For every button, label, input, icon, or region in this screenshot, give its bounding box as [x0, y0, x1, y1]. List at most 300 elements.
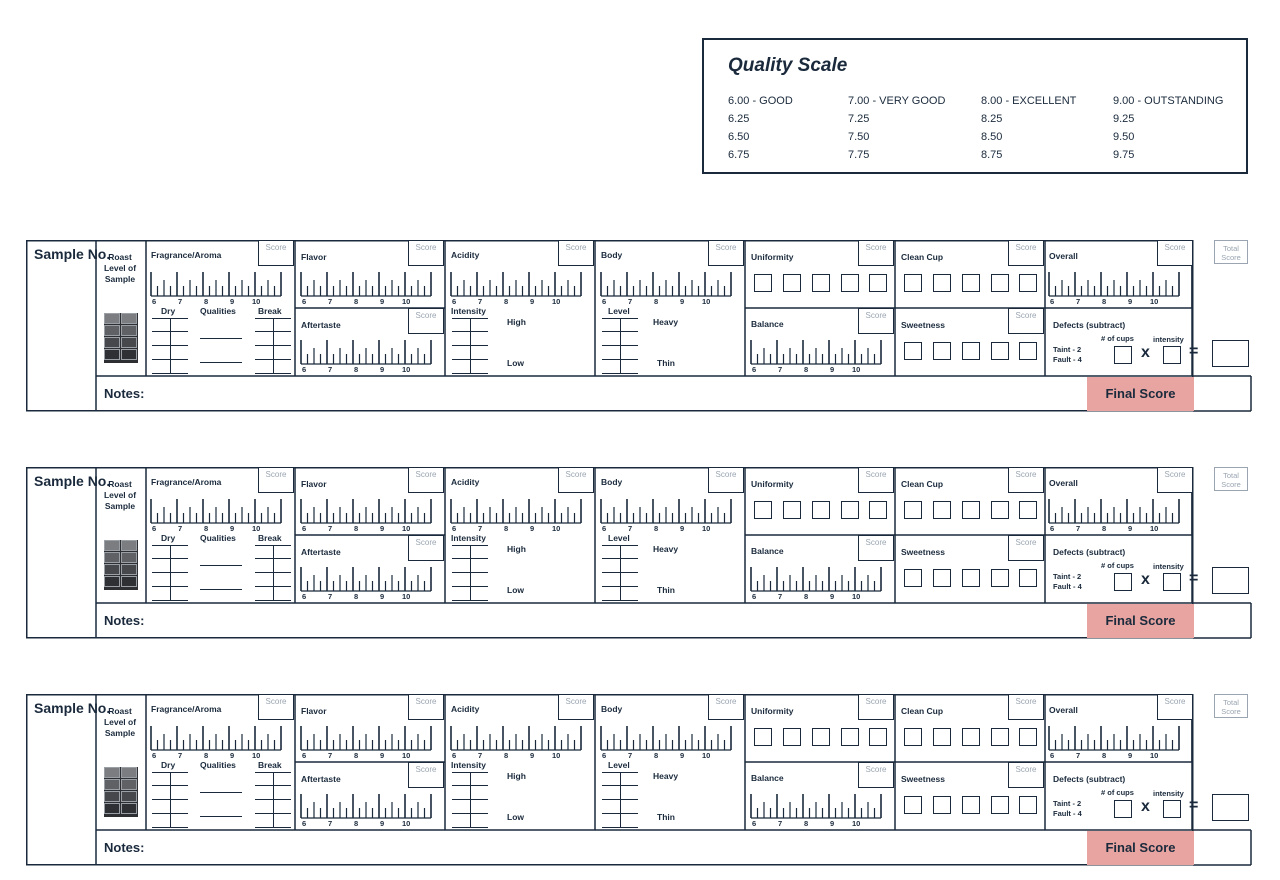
aftertaste-label: Aftertaste: [301, 774, 341, 784]
scale-tick-label: 6: [1050, 751, 1055, 760]
clean-cup-checkbox[interactable]: [1019, 501, 1037, 519]
scale-tick-label: 6: [752, 592, 757, 601]
qualities-line[interactable]: [200, 565, 242, 566]
scale-value: 9.50: [1113, 131, 1135, 143]
tick-scale-graphic: [297, 724, 437, 762]
aftertaste-score-box[interactable]: Score: [408, 535, 444, 561]
scale-tick-label: 6: [302, 751, 307, 760]
scale-line: [152, 586, 188, 587]
scale-tick-label: 10: [1150, 751, 1159, 760]
scale-tick-label: 9: [380, 592, 385, 601]
scale-tick-label: 6: [302, 524, 307, 533]
high-label: High: [507, 317, 526, 327]
scale-line: [602, 545, 638, 546]
sweetness-cup-checkbox[interactable]: [933, 796, 951, 814]
scale-tick-label: 8: [504, 297, 509, 306]
scale-line: [152, 785, 188, 786]
scale-value: 6.50: [728, 131, 750, 143]
high-label: High: [507, 771, 526, 781]
acidity-label: Acidity: [451, 704, 480, 714]
sweetness-cup-checkbox[interactable]: [1019, 569, 1037, 587]
scale-tick-label: 8: [354, 751, 359, 760]
sample-form: [26, 240, 1252, 412]
scale-tick-label: 6: [152, 297, 157, 306]
taint-label: Taint - 2: [1053, 799, 1082, 808]
clean-cup-checkbox[interactable]: [991, 501, 1009, 519]
scale-tick-label: 9: [1128, 751, 1133, 760]
scale-value: 7.75: [848, 149, 870, 161]
uniformity-cup-checkbox[interactable]: [783, 501, 801, 519]
fragrance-score-box[interactable]: Score: [258, 694, 294, 720]
sweetness-cup-checkbox[interactable]: [962, 569, 980, 587]
sweetness-cup-checkbox[interactable]: [962, 342, 980, 360]
scale-tick-label: 9: [530, 751, 535, 760]
sweetness-cup-checkbox[interactable]: [1019, 796, 1037, 814]
overall-label: Overall: [1049, 478, 1078, 488]
defect-total-input[interactable]: [1212, 794, 1249, 821]
uniformity-score-box[interactable]: Score: [858, 467, 894, 493]
clean-cup-checkbox[interactable]: [904, 728, 922, 746]
scale-tick-label: 7: [178, 751, 183, 760]
defect-cups-input[interactable]: [1114, 800, 1132, 818]
defect-intensity-input[interactable]: [1163, 346, 1181, 364]
scale-tick-label: 8: [654, 751, 659, 760]
defect-total-input[interactable]: [1212, 567, 1249, 594]
sweetness-cup-checkbox[interactable]: [933, 569, 951, 587]
tick-scale-graphic: [297, 565, 437, 603]
sweetness-cup-checkbox[interactable]: [904, 796, 922, 814]
quality-scale-column: [1113, 92, 1223, 164]
scale-tick-label: 9: [230, 297, 235, 306]
dry-scale[interactable]: [152, 545, 188, 601]
fragrance-score-box[interactable]: Score: [258, 240, 294, 266]
scale-tick-label: 7: [178, 297, 183, 306]
roast-swatch-cell: [121, 540, 137, 551]
scale-tick-label: 9: [380, 297, 385, 306]
qualities-label: Qualities: [200, 760, 236, 770]
fragrance-label: Fragrance/Aroma: [151, 250, 222, 260]
scale-line: [255, 586, 291, 587]
body-level-scale[interactable]: [602, 772, 638, 828]
roast-swatch-cell: [104, 349, 120, 360]
roast-swatch-cell: [104, 791, 120, 802]
scale-tick-label: 9: [380, 751, 385, 760]
scale-line: [152, 813, 188, 814]
roast-swatch-cell: [104, 325, 120, 336]
defect-total-input[interactable]: [1212, 340, 1249, 367]
clean-cup-checkbox[interactable]: [904, 501, 922, 519]
clean-cup-checkbox[interactable]: [904, 274, 922, 292]
quality-scale-column: [981, 92, 1076, 164]
defect-intensity-input[interactable]: [1163, 800, 1181, 818]
scale-tick-label: 9: [530, 524, 535, 533]
scale-line: [152, 558, 188, 559]
scale-tick-label: 8: [204, 297, 209, 306]
scale-tick-label: 8: [654, 297, 659, 306]
clean-cup-checkbox[interactable]: [933, 274, 951, 292]
roast-swatch[interactable]: [104, 313, 138, 363]
defect-cups-input[interactable]: [1114, 573, 1132, 591]
overall-score-box[interactable]: Score: [1157, 467, 1193, 493]
scale-tick-label: 9: [380, 365, 385, 374]
acidity-label: Acidity: [451, 477, 480, 487]
scale-line: [452, 331, 488, 332]
scale-value: 8.50: [981, 131, 1003, 143]
thin-label: Thin: [657, 358, 675, 368]
acidity-score-box[interactable]: Score: [558, 240, 594, 266]
scale-line: [452, 813, 488, 814]
scale-line: [255, 799, 291, 800]
roast-level-label: Roast Level of Sample: [103, 479, 137, 511]
final-score-label: Final Score: [1087, 377, 1194, 411]
body-score-box[interactable]: Score: [708, 694, 744, 720]
qualities-line[interactable]: [200, 816, 242, 817]
heavy-label: Heavy: [653, 317, 679, 327]
clean-cup-score-box[interactable]: Score: [1008, 694, 1044, 720]
roast-swatch-cell: [121, 779, 137, 790]
uniformity-score-box[interactable]: Score: [858, 694, 894, 720]
sweetness-cup-checkbox[interactable]: [991, 342, 1009, 360]
uniformity-cup-checkbox[interactable]: [783, 728, 801, 746]
body-score-box[interactable]: Score: [708, 240, 744, 266]
sweetness-score-box[interactable]: Score: [1008, 308, 1044, 334]
equals-sign: =: [1189, 343, 1199, 360]
heavy-label: Heavy: [653, 544, 679, 554]
sample-no-label: Sample No.: [34, 473, 111, 489]
uniformity-cup-checkbox[interactable]: [841, 728, 859, 746]
scale-tick-label: 7: [328, 524, 333, 533]
scale-tick-label: 7: [478, 751, 483, 760]
roast-swatch[interactable]: [104, 767, 138, 817]
scale-line: [152, 318, 188, 319]
sample-form: [26, 467, 1252, 639]
roast-swatch-cell: [104, 779, 120, 790]
uniformity-cup-checkbox[interactable]: [812, 274, 830, 292]
clean-cup-checkbox[interactable]: [962, 728, 980, 746]
low-label: Low: [507, 812, 524, 822]
break-scale[interactable]: [255, 545, 291, 601]
scale-tick-label: 10: [252, 524, 261, 533]
scale-line: [255, 359, 291, 360]
sample-no-label: Sample No.: [34, 246, 111, 262]
body-label: Body: [601, 477, 623, 487]
scale-tick-label: 10: [1150, 297, 1159, 306]
uniformity-score-box[interactable]: Score: [858, 240, 894, 266]
aftertaste-label: Aftertaste: [301, 320, 341, 330]
scale-tick-label: 7: [778, 365, 783, 374]
total-score-box[interactable]: Total Score: [1214, 467, 1248, 491]
cups-label: # of cups: [1101, 788, 1134, 797]
balance-score-box[interactable]: Score: [858, 308, 894, 334]
tick-scale-graphic: [447, 270, 587, 308]
clean-cup-checkbox[interactable]: [1019, 728, 1037, 746]
scale-tick-label: 8: [504, 524, 509, 533]
clean-cup-checkbox[interactable]: [933, 728, 951, 746]
roast-swatch-cell: [104, 337, 120, 348]
scale-line: [452, 600, 488, 601]
scale-tick-label: 10: [1150, 524, 1159, 533]
scale-tick-label: 6: [302, 592, 307, 601]
body-score-box[interactable]: Score: [708, 467, 744, 493]
flavor-score-box[interactable]: Score: [408, 694, 444, 720]
scale-tick-label: 9: [830, 365, 835, 374]
sweetness-score-box[interactable]: Score: [1008, 762, 1044, 788]
scale-tick-label: 10: [852, 819, 861, 828]
uniformity-cup-checkbox[interactable]: [812, 501, 830, 519]
sample-form: [26, 694, 1252, 866]
uniformity-cup-checkbox[interactable]: [869, 728, 887, 746]
scale-tick-label: 9: [680, 524, 685, 533]
scale-tick-label: 8: [354, 365, 359, 374]
defect-cups-input[interactable]: [1114, 346, 1132, 364]
scale-line: [152, 345, 188, 346]
thin-label: Thin: [657, 812, 675, 822]
break-label: Break: [258, 306, 282, 316]
total-score-box[interactable]: Total Score: [1214, 694, 1248, 718]
scale-line: [255, 772, 291, 773]
scale-line: [255, 558, 291, 559]
scale-line: [452, 345, 488, 346]
uniformity-cup-checkbox[interactable]: [783, 274, 801, 292]
high-label: High: [507, 544, 526, 554]
roast-swatch-cell: [121, 564, 137, 575]
notes-label: Notes:: [104, 386, 145, 401]
clean-cup-checkbox[interactable]: [933, 501, 951, 519]
scale-tick-label: 10: [552, 524, 561, 533]
scale-line: [602, 558, 638, 559]
roast-level-label: Roast Level of Sample: [103, 252, 137, 284]
roast-swatch-cell: [121, 791, 137, 802]
defects-label: Defects (subtract): [1053, 774, 1126, 784]
equals-sign: =: [1189, 570, 1199, 587]
scale-line: [152, 772, 188, 773]
break-scale[interactable]: [255, 772, 291, 828]
scale-line: [255, 572, 291, 573]
scale-tick-label: 6: [752, 365, 757, 374]
uniformity-label: Uniformity: [751, 479, 794, 489]
scale-tick-label: 6: [452, 751, 457, 760]
quality-scale-title: Quality Scale: [728, 55, 848, 76]
scale-line: [452, 772, 488, 773]
thin-label: Thin: [657, 585, 675, 595]
scale-line: [602, 772, 638, 773]
acidity-intensity-scale[interactable]: [452, 545, 488, 601]
balance-score-box[interactable]: Score: [858, 535, 894, 561]
roast-swatch-cell: [104, 576, 120, 587]
uniformity-cup-checkbox[interactable]: [812, 728, 830, 746]
sweetness-cup-checkbox[interactable]: [904, 342, 922, 360]
scale-tick-label: 8: [1102, 297, 1107, 306]
scale-line: [452, 373, 488, 374]
sweetness-cup-checkbox[interactable]: [991, 569, 1009, 587]
uniformity-cup-checkbox[interactable]: [869, 501, 887, 519]
scale-value: 9.00 - OUTSTANDING: [1113, 95, 1224, 107]
flavor-label: Flavor: [301, 706, 327, 716]
low-label: Low: [507, 585, 524, 595]
fragrance-score-box[interactable]: Score: [258, 467, 294, 493]
scale-value: 6.75: [728, 149, 750, 161]
uniformity-cup-checkbox[interactable]: [841, 274, 859, 292]
clean-cup-checkbox[interactable]: [1019, 274, 1037, 292]
qualities-label: Qualities: [200, 533, 236, 543]
sweetness-cup-checkbox[interactable]: [933, 342, 951, 360]
scale-tick-label: 9: [230, 524, 235, 533]
sweetness-cup-checkbox[interactable]: [1019, 342, 1037, 360]
uniformity-cup-checkbox[interactable]: [841, 501, 859, 519]
qualities-line[interactable]: [200, 338, 242, 339]
scale-tick-label: 6: [1050, 297, 1055, 306]
scale-tick-label: 8: [354, 592, 359, 601]
sweetness-score-box[interactable]: Score: [1008, 535, 1044, 561]
scale-value: 7.00 - VERY GOOD: [848, 95, 946, 107]
uniformity-cup-checkbox[interactable]: [754, 501, 772, 519]
flavor-score-box[interactable]: Score: [408, 467, 444, 493]
acidity-label: Acidity: [451, 250, 480, 260]
body-level-scale[interactable]: [602, 318, 638, 374]
acidity-intensity-scale[interactable]: [452, 318, 488, 374]
scale-value: 8.75: [981, 149, 1003, 161]
final-score-label: Final Score: [1087, 604, 1194, 638]
scale-tick-label: 10: [852, 592, 861, 601]
scale-tick-label: 10: [402, 751, 411, 760]
scale-tick-label: 8: [354, 524, 359, 533]
scale-value: 8.25: [981, 113, 1003, 125]
scale-tick-label: 10: [702, 297, 711, 306]
scale-value: 8.00 - EXCELLENT: [981, 95, 1077, 107]
roast-swatch-cell: [104, 540, 120, 551]
scale-value: 6.25: [728, 113, 750, 125]
scale-tick-label: 8: [204, 524, 209, 533]
scale-tick-label: 10: [402, 592, 411, 601]
scale-tick-label: 8: [1102, 751, 1107, 760]
scale-tick-label: 7: [628, 524, 633, 533]
roast-swatch[interactable]: [104, 540, 138, 590]
tick-scale-graphic: [297, 338, 437, 376]
flavor-score-box[interactable]: Score: [408, 240, 444, 266]
taint-label: Taint - 2: [1053, 572, 1082, 581]
scale-tick-label: 8: [204, 751, 209, 760]
scale-line: [152, 827, 188, 828]
scale-line: [152, 545, 188, 546]
uniformity-cup-checkbox[interactable]: [869, 274, 887, 292]
scale-line: [452, 572, 488, 573]
clean-cup-score-box[interactable]: Score: [1008, 240, 1044, 266]
sweetness-label: Sweetness: [901, 774, 945, 784]
overall-label: Overall: [1049, 251, 1078, 261]
clean-cup-checkbox[interactable]: [991, 728, 1009, 746]
body-level-scale[interactable]: [602, 545, 638, 601]
clean-cup-checkbox[interactable]: [962, 501, 980, 519]
scale-tick-label: 6: [152, 751, 157, 760]
flavor-label: Flavor: [301, 252, 327, 262]
tick-scale-graphic: [1045, 270, 1185, 308]
uniformity-cup-checkbox[interactable]: [754, 274, 772, 292]
uniformity-label: Uniformity: [751, 252, 794, 262]
heavy-label: Heavy: [653, 771, 679, 781]
balance-label: Balance: [751, 773, 784, 783]
clean-cup-checkbox[interactable]: [962, 274, 980, 292]
acidity-intensity-scale[interactable]: [452, 772, 488, 828]
overall-score-box[interactable]: Score: [1157, 240, 1193, 266]
scale-tick-label: 7: [328, 819, 333, 828]
scale-tick-label: 10: [552, 297, 561, 306]
intensity-label: Intensity: [451, 533, 486, 543]
clean-cup-checkbox[interactable]: [991, 274, 1009, 292]
qualities-line[interactable]: [200, 362, 242, 363]
clean-cup-label: Clean Cup: [901, 252, 944, 262]
scale-line: [452, 545, 488, 546]
scale-tick-label: 7: [628, 751, 633, 760]
scale-value: 7.50: [848, 131, 870, 143]
overall-score-box[interactable]: Score: [1157, 694, 1193, 720]
notes-label: Notes:: [104, 840, 145, 855]
tick-scale-graphic: [297, 270, 437, 308]
times-sign: x: [1141, 798, 1150, 815]
notes-label: Notes:: [104, 613, 145, 628]
scale-tick-label: 6: [152, 524, 157, 533]
roast-swatch-cell: [104, 767, 120, 778]
scale-tick-label: 7: [1076, 751, 1081, 760]
acidity-score-box[interactable]: Score: [558, 467, 594, 493]
tick-scale-graphic: [147, 497, 287, 535]
scale-line: [255, 373, 291, 374]
scale-line: [452, 318, 488, 319]
scale-tick-label: 6: [302, 365, 307, 374]
dry-scale[interactable]: [152, 318, 188, 374]
balance-label: Balance: [751, 546, 784, 556]
scale-line: [152, 799, 188, 800]
scale-tick-label: 10: [402, 819, 411, 828]
qualities-line[interactable]: [200, 589, 242, 590]
sweetness-cup-checkbox[interactable]: [962, 796, 980, 814]
defect-intensity-input[interactable]: [1163, 573, 1181, 591]
aftertaste-score-box[interactable]: Score: [408, 308, 444, 334]
acidity-score-box[interactable]: Score: [558, 694, 594, 720]
roast-level-label: Roast Level of Sample: [103, 706, 137, 738]
quality-scale-box: [702, 38, 1248, 174]
clean-cup-score-box[interactable]: Score: [1008, 467, 1044, 493]
aftertaste-label: Aftertaste: [301, 547, 341, 557]
sweetness-cup-checkbox[interactable]: [991, 796, 1009, 814]
scale-value: 7.25: [848, 113, 870, 125]
aftertaste-score-box[interactable]: Score: [408, 762, 444, 788]
scale-line: [602, 318, 638, 319]
scale-tick-label: 9: [380, 524, 385, 533]
cups-label: # of cups: [1101, 334, 1134, 343]
scale-tick-label: 10: [852, 365, 861, 374]
balance-score-box[interactable]: Score: [858, 762, 894, 788]
qualities-line[interactable]: [200, 792, 242, 793]
roast-swatch-cell: [121, 313, 137, 324]
intensity-small-label: intensity: [1153, 335, 1184, 344]
clean-cup-label: Clean Cup: [901, 479, 944, 489]
scale-tick-label: 8: [804, 365, 809, 374]
scale-line: [255, 545, 291, 546]
scale-line: [602, 359, 638, 360]
dry-scale[interactable]: [152, 772, 188, 828]
sweetness-cup-checkbox[interactable]: [904, 569, 922, 587]
total-score-box[interactable]: Total Score: [1214, 240, 1248, 264]
scale-tick-label: 6: [452, 297, 457, 306]
tick-scale-graphic: [747, 338, 887, 376]
uniformity-cup-checkbox[interactable]: [754, 728, 772, 746]
tick-scale-graphic: [297, 497, 437, 535]
break-scale[interactable]: [255, 318, 291, 374]
tick-scale-graphic: [147, 724, 287, 762]
sweetness-label: Sweetness: [901, 547, 945, 557]
defects-label: Defects (subtract): [1053, 320, 1126, 330]
scale-tick-label: 9: [1128, 524, 1133, 533]
